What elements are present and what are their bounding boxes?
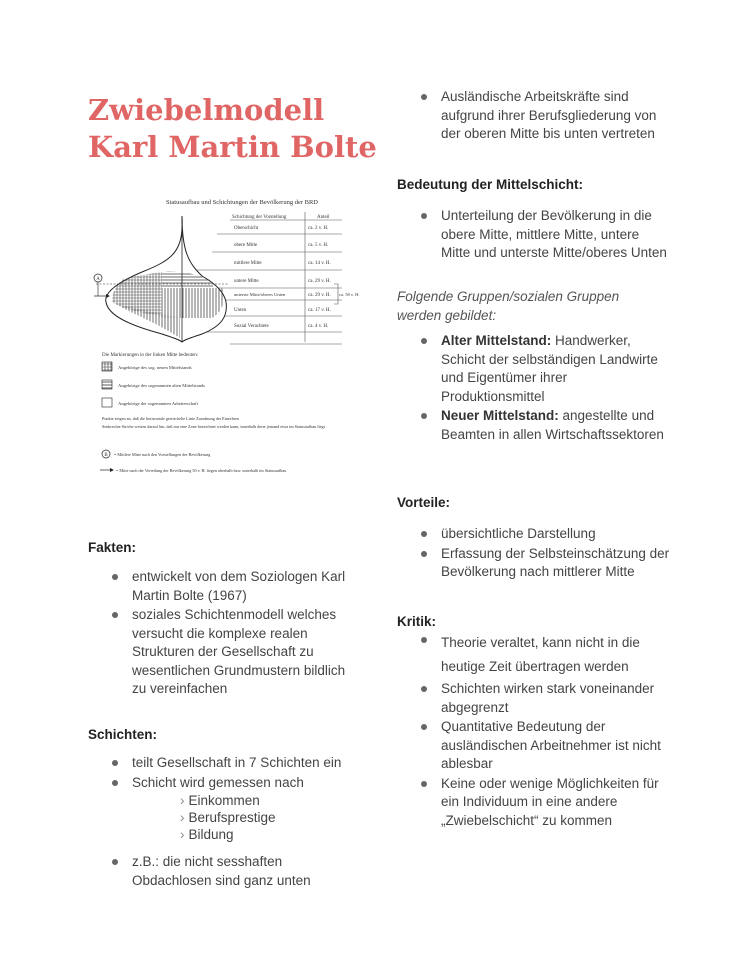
bedeutung-heading: Bedeutung der Mittelschicht: [397,177,584,192]
row-label-4: untere Mitte [234,279,259,284]
row-share-2: ca. 5 v. H. [308,243,329,248]
row-share-5: ca. 29 v. H. [308,293,331,298]
list-item [421,407,671,444]
neuer-mittelstand-text: angestellte und Beamten in allen Wirtschaftssektoren [441,408,664,442]
legend-item-3: Angehörige der sogenannten Arbeiterschaft [118,401,198,406]
vorteile-list [421,525,671,583]
list-item: entwickelt von dem Soziologen Karl Martin Bolte (1967) [112,568,352,605]
list-item: Schichten wirken stark voneinander abgegrenzt [421,680,671,717]
schichten-list [112,754,352,891]
neuer-mittelstand-label: Neuer Mittelstand: [441,408,559,423]
row-share-7: ca. 4 v. H. [308,324,329,329]
vorteile-heading: Vorteile: [397,495,451,510]
right-top-list [421,88,671,145]
marker-b-label: B [104,453,108,458]
row-label-1: Oberschicht [234,226,259,231]
figure-note-1: Punkte zeigen an, daß die horizontale gestrichelte Linie Zuordnung der Einzelnen [102,416,239,421]
title-line-2: Karl Martin Bolte [88,130,377,164]
bracket-label: ca. 58 v. H. [339,292,360,297]
legend-item-1: Angehörige des sog. neuen Mittelstands [118,365,192,370]
list-item: Unterteilung der Bevölkerung in die obere Mitte, mittlere Mitte, untere Mitte und unterste Mitte/oberes Unten [421,207,671,263]
fakten-heading: Fakten: [88,540,137,555]
figure-note-2: Senkrechte Striche weisen darauf hin, daß nur eine Zone bezeichnet werden kann, innerhalb derer jemand etwa im Statusaufbau liegt. [102,424,326,429]
row-label-3: mittlere Mitte [234,261,262,266]
table-col-right: Anteil [317,215,330,220]
list-item: soziales Schichtenmodell welches versucht die komplexe realen Strukturen der Gesellschaft zu wesentlichen Grundmustern bildlich zu vereinfachen [112,606,352,699]
sub-item: › Bildung [180,826,352,843]
list-item: teilt Gesellschaft in 7 Schichten ein [112,754,352,773]
kritik-heading: Kritik: [397,614,437,629]
kritik-list [421,631,671,831]
list-item [112,774,352,844]
legend-title: Die Markierungen in der linken Mitte bedeuten: [102,353,199,358]
row-share-6: ca. 17 v. H. [308,308,331,313]
marker-a-label: A [96,277,100,282]
list-item: Theorie veraltet, kann nicht in die heutige Zeit übertragen werden [421,631,671,679]
list-item: Erfassung der Selbsteinschätzung der Bevölkerung nach mittlerer Mitte [421,545,671,582]
list-item-text: Schicht wird gemessen nach [132,774,304,790]
row-share-4: ca. 29 v. H. [308,279,331,284]
list-item: Ausländische Arbeitskräfte sind aufgrund ihrer Berufsgliederung von der oberen Mitte bis unten vertreten [421,88,671,144]
row-label-6: Unten [234,308,247,313]
groups-intro: Folgende Gruppen/sozialen Gruppen werden gebildet: [397,289,620,323]
list-item: Keine oder wenige Möglichkeiten für ein Individuum in eine andere „Zwiebelschicht“ zu kommen [421,775,671,831]
alter-mittelstand-text: Handwerker, Schicht der selbständigen Landwirte und Eigentümer ihrer Produktionsmittel [441,333,658,404]
groups-list [421,332,671,445]
list-item [421,332,671,406]
list-item: z.B.: die nicht sesshaften Obdachlosen sind ganz unten [112,853,352,890]
table-col-left: Schichtung der Vorstellung [232,215,287,220]
sub-list [132,792,352,843]
figure-caption: Statusaufbau und Schichtungen der Bevölkerung der BRD [166,199,318,206]
row-label-7: Sozial Verachtete [234,324,269,329]
schichten-heading: Schichten: [88,727,158,742]
figure-foot-1: = Mittlere Mitte nach den Vorstellungen der Bevölkerung [114,452,211,457]
bedeutung-list [421,207,671,264]
list-item: übersichtliche Darstellung [421,525,671,544]
row-share-1: ca. 2 v. H. [308,226,329,231]
figure-foot-2: = Mitte nach der Verteilung der Bevölkerung 50 v. H. liegen oberhalb bzw. unterhalb im Statusaufbau [116,468,287,473]
row-share-3: ca. 14 v. H. [308,261,331,266]
sub-item: › Einkommen [180,792,352,809]
title-line-1: Zwiebelmodell [88,93,325,127]
fakten-list [112,568,352,700]
onion-model-figure [92,192,360,484]
page-title [88,92,388,166]
legend-item-2: Angehörige des sogenannten alten Mittelstands [118,383,206,388]
sub-item: › Berufsprestige [180,809,352,826]
row-label-5: unterste Mitte/oberes Unten [234,292,286,297]
list-item: Quantitative Bedeutung der ausländischen Arbeitnehmer ist nicht ablesbar [421,718,671,774]
row-label-2: obere Mitte [234,243,258,248]
alter-mittelstand-label: Alter Mittelstand: [441,333,552,348]
